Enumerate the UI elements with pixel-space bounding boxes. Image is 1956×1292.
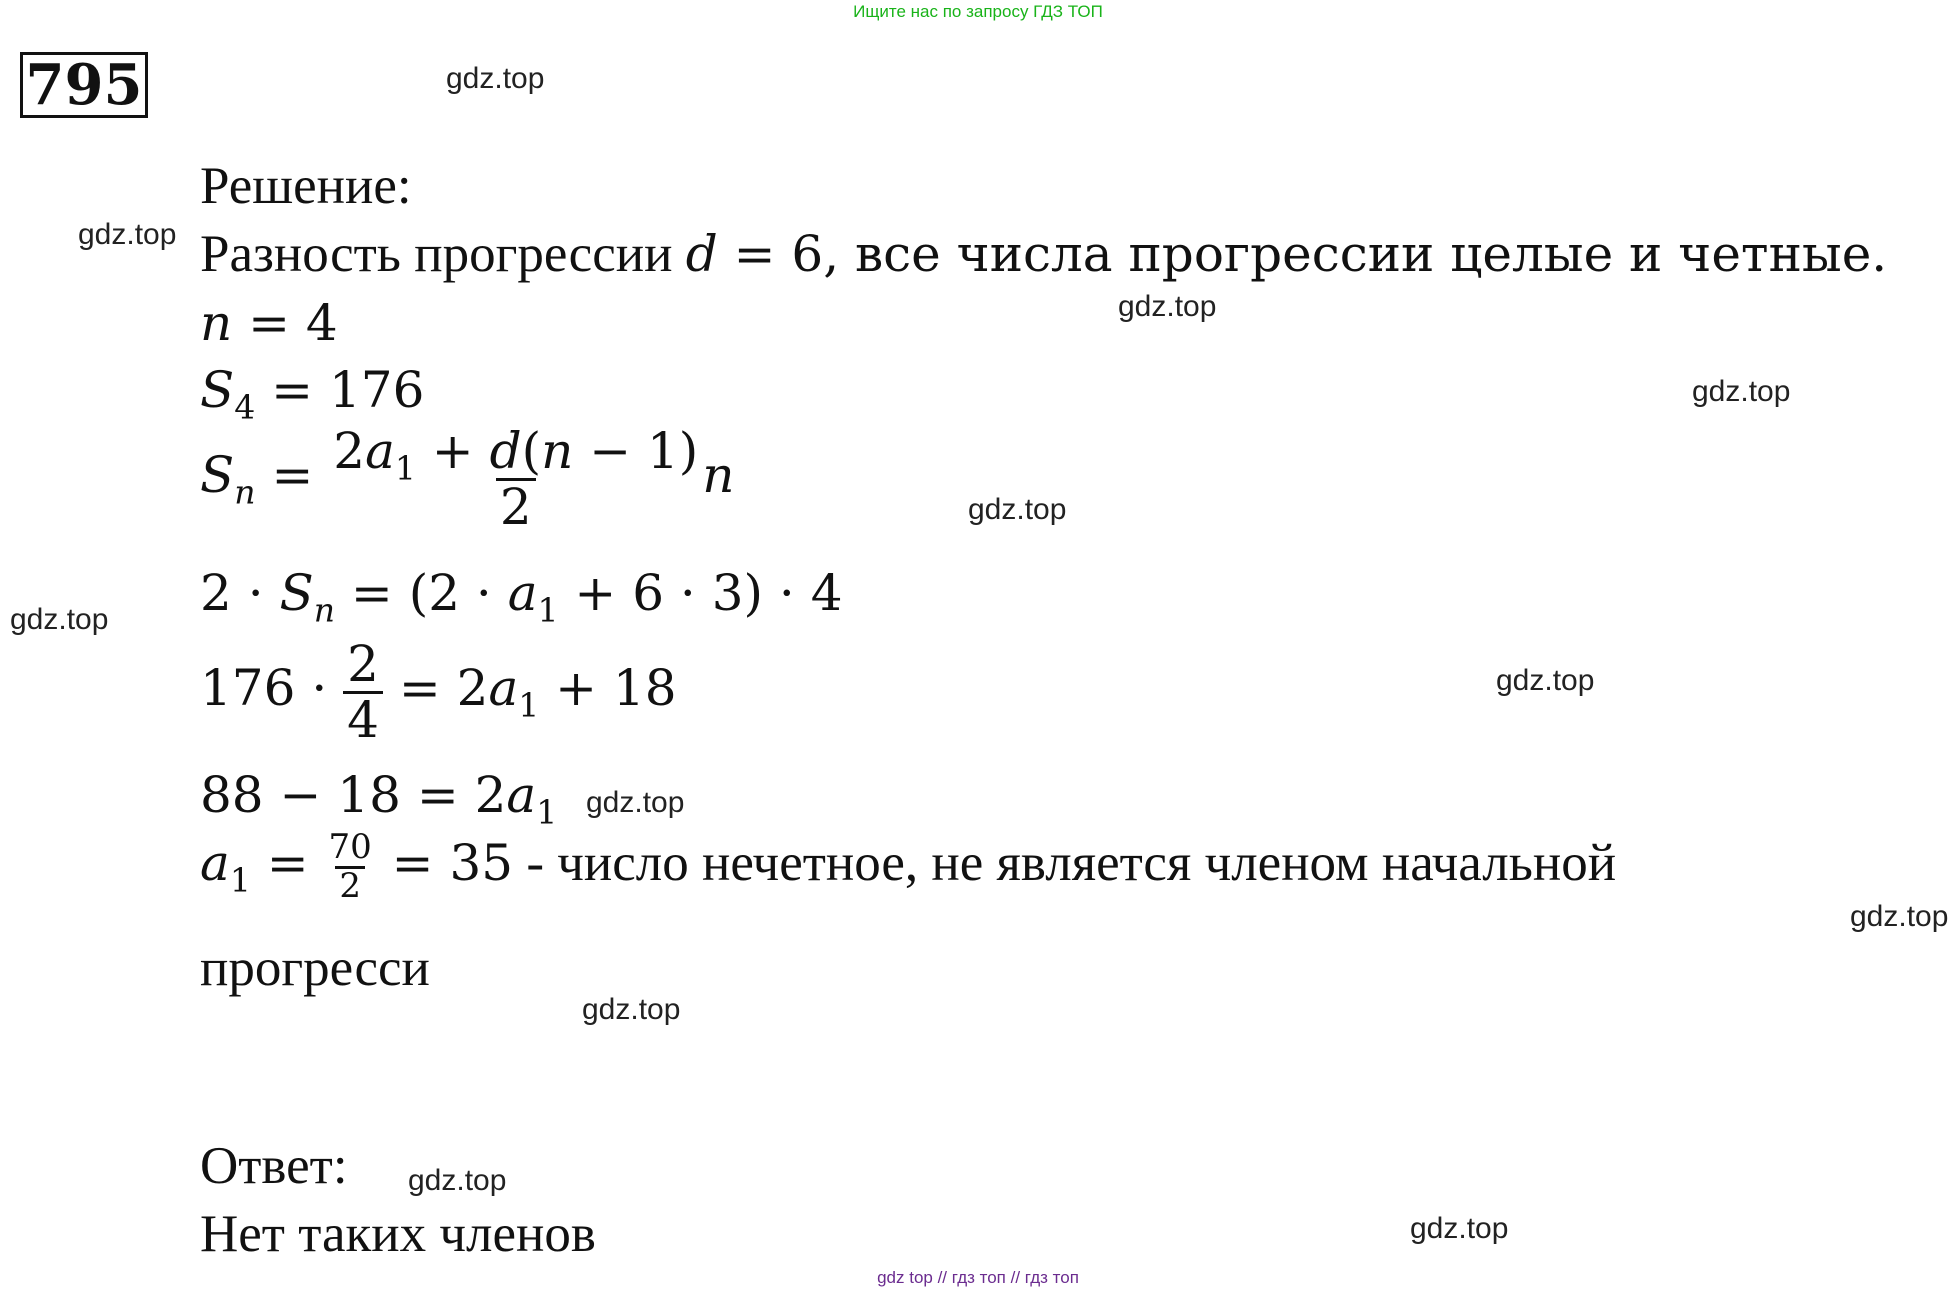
problem-number: 795 (20, 52, 148, 118)
subscript: n (234, 472, 256, 512)
watermark: gdz.top (78, 218, 177, 251)
equals: = (271, 446, 314, 504)
solution-line-176 (200, 635, 677, 749)
subscript: 1 (537, 590, 559, 630)
var-a: a (200, 834, 230, 893)
denominator: 2 (335, 866, 365, 905)
var-d: d (489, 422, 522, 480)
text: = 2 (382, 659, 489, 717)
solution-line-a1-cont: прогресси (200, 939, 430, 997)
text: Разность прогрессии (200, 225, 673, 283)
var-a: a (506, 766, 537, 824)
text: + 6 · 3) · 4 (558, 564, 843, 622)
watermark: gdz.top (582, 993, 681, 1026)
denominator: 2 (496, 478, 536, 534)
watermark: gdz.top (446, 62, 545, 95)
var-s: S (200, 361, 235, 419)
var-n: n (702, 446, 735, 504)
var-n: n (541, 422, 574, 480)
text: 2 · (200, 564, 280, 622)
numerator: 2 (347, 635, 379, 693)
watermark: gdz.top (1496, 664, 1595, 697)
text: + 18 (539, 659, 677, 717)
numerator: 70 (328, 827, 372, 867)
solution-line-substitution (200, 564, 843, 630)
watermark: gdz.top (968, 493, 1067, 526)
subscript: 1 (536, 792, 558, 832)
fraction (343, 635, 383, 749)
watermark: gdz.top (10, 603, 109, 636)
answer-heading: Ответ: (200, 1137, 348, 1195)
solution-line-s4 (200, 361, 425, 427)
solution-formula-sn (200, 422, 735, 536)
var-a: a (488, 659, 519, 717)
watermark: gdz.top (1850, 900, 1949, 933)
top-banner[interactable]: Ищите нас по запросу ГДЗ ТОП (853, 2, 1103, 21)
fraction (325, 827, 376, 906)
text: = 6, все числа прогрессии целые и четные. (717, 225, 1888, 283)
text: 176 · (200, 659, 344, 717)
numerator (329, 422, 702, 488)
footer-links[interactable]: gdz top // гдз топ // гдз топ (877, 1268, 1079, 1287)
text: ( (521, 422, 542, 480)
text: = (250, 834, 325, 893)
solution-line-n (200, 294, 338, 352)
var-a: a (507, 564, 538, 622)
text: = (2 · (335, 564, 508, 622)
watermark: gdz.top (1118, 290, 1217, 323)
text: = 4 (232, 294, 338, 352)
subscript: 1 (518, 685, 540, 725)
solution-heading: Решение: (200, 157, 412, 215)
text: - число нечетное, не является членом начальной (513, 834, 1617, 893)
solution-line-difference (200, 225, 1888, 283)
subscript: 4 (234, 387, 256, 427)
watermark: gdz.top (586, 786, 685, 819)
text: = 176 (255, 361, 425, 419)
subscript: n (313, 590, 336, 630)
text: 2 (333, 422, 366, 480)
subscript: 1 (394, 448, 416, 488)
var-d: d (685, 225, 718, 283)
var-s: S (200, 446, 235, 504)
solution-line-a1 (200, 827, 1617, 906)
denominator: 4 (343, 691, 383, 747)
var-s: S (279, 564, 314, 622)
text: 88 − 18 = 2 (200, 766, 507, 824)
text: − 1) (573, 422, 699, 480)
watermark: gdz.top (1692, 375, 1791, 408)
solution-line-88 (200, 766, 558, 832)
var-n: n (200, 294, 233, 352)
subscript: 1 (229, 860, 251, 900)
watermark: gdz.top (408, 1164, 507, 1197)
fraction (329, 422, 702, 536)
text: = 35 (375, 834, 514, 893)
var-a: a (365, 422, 395, 480)
answer-text: Нет таких членов (200, 1205, 596, 1263)
text: + (415, 422, 490, 480)
watermark: gdz.top (1410, 1212, 1509, 1245)
